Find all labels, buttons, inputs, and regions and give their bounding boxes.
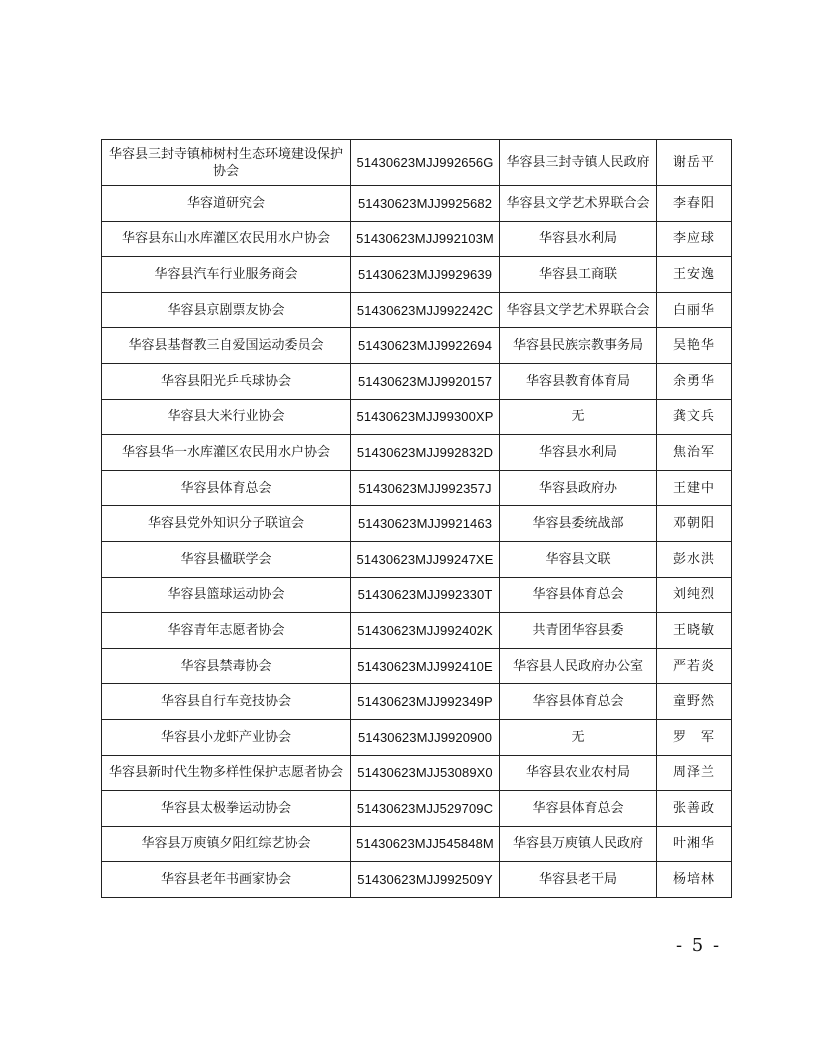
- credit-code-cell: 51430623MJJ992349P: [351, 684, 500, 720]
- organization-name-cell: 华容县万庾镇夕阳红综艺协会: [102, 826, 351, 862]
- credit-code-cell: 51430623MJJ545848M: [351, 826, 500, 862]
- organization-name-cell: 华容县禁毒协会: [102, 648, 351, 684]
- credit-code-cell: 51430623MJJ99247XE: [351, 541, 500, 577]
- legal-representative-cell: 张善政: [657, 791, 732, 827]
- organization-name-cell: 华容县三封寺镇柿树村生态环境建设保护协会: [102, 140, 351, 186]
- legal-representative-cell: 王建中: [657, 470, 732, 506]
- supervising-unit-cell: 华容县老干局: [500, 862, 657, 898]
- supervising-unit-cell: 华容县三封寺镇人民政府: [500, 140, 657, 186]
- supervising-unit-cell: 华容县体育总会: [500, 577, 657, 613]
- credit-code-cell: 51430623MJJ992330T: [351, 577, 500, 613]
- credit-code-cell: 51430623MJJ992103M: [351, 221, 500, 257]
- table-row: [102, 684, 732, 720]
- supervising-unit-cell: 华容县文学艺术界联合会: [500, 292, 657, 328]
- credit-code-cell: 51430623MJJ992357J: [351, 470, 500, 506]
- legal-representative-cell: 李春阳: [657, 186, 732, 222]
- legal-representative-cell: 李应球: [657, 221, 732, 257]
- organization-name-cell: 华容县汽车行业服务商会: [102, 257, 351, 293]
- organization-name-cell: 华容县太极拳运动协会: [102, 791, 351, 827]
- supervising-unit-cell: 华容县水利局: [500, 435, 657, 471]
- table-row: [102, 399, 732, 435]
- table-row: [102, 328, 732, 364]
- credit-code-cell: 51430623MJJ53089X0: [351, 755, 500, 791]
- legal-representative-cell: 龚文兵: [657, 399, 732, 435]
- organization-name-cell: 华容县老年书画家协会: [102, 862, 351, 898]
- legal-representative-cell: 王晓敏: [657, 613, 732, 649]
- supervising-unit-cell: 华容县民族宗教事务局: [500, 328, 657, 364]
- table-row: [102, 257, 732, 293]
- legal-representative-cell: 周泽兰: [657, 755, 732, 791]
- organization-name-cell: 华容县基督教三自爱国运动委员会: [102, 328, 351, 364]
- credit-code-cell: 51430623MJJ9921463: [351, 506, 500, 542]
- supervising-unit-cell: 华容县教育体育局: [500, 363, 657, 399]
- credit-code-cell: 51430623MJJ9922694: [351, 328, 500, 364]
- legal-representative-cell: 杨培林: [657, 862, 732, 898]
- table-row: [102, 826, 732, 862]
- table-row: [102, 506, 732, 542]
- supervising-unit-cell: 华容县农业农村局: [500, 755, 657, 791]
- legal-representative-cell: 吴艳华: [657, 328, 732, 364]
- supervising-unit-cell: 华容县政府办: [500, 470, 657, 506]
- table-row: [102, 577, 732, 613]
- legal-representative-cell: 谢岳平: [657, 140, 732, 186]
- table-row: [102, 755, 732, 791]
- credit-code-cell: 51430623MJJ9929639: [351, 257, 500, 293]
- supervising-unit-cell: 华容县水利局: [500, 221, 657, 257]
- organization-name-cell: 华容县阳光乒乓球协会: [102, 363, 351, 399]
- legal-representative-cell: 余勇华: [657, 363, 732, 399]
- supervising-unit-cell: 华容县文学艺术界联合会: [500, 186, 657, 222]
- table-row: [102, 292, 732, 328]
- table-row: [102, 470, 732, 506]
- supervising-unit-cell: 华容县体育总会: [500, 791, 657, 827]
- supervising-unit-cell: 华容县人民政府办公室: [500, 648, 657, 684]
- organization-name-cell: 华容县篮球运动协会: [102, 577, 351, 613]
- organization-name-cell: 华容青年志愿者协会: [102, 613, 351, 649]
- organization-name-cell: 华容县体育总会: [102, 470, 351, 506]
- page-number: - 5 -: [676, 935, 722, 956]
- credit-code-cell: 51430623MJJ99300XP: [351, 399, 500, 435]
- table-row: [102, 613, 732, 649]
- table-row: [102, 791, 732, 827]
- legal-representative-cell: 王安逸: [657, 257, 732, 293]
- credit-code-cell: 51430623MJJ992656G: [351, 140, 500, 186]
- legal-representative-cell: 邓朝阳: [657, 506, 732, 542]
- organization-name-cell: 华容县京剧票友协会: [102, 292, 351, 328]
- table-row: [102, 435, 732, 471]
- legal-representative-cell: 刘纯烈: [657, 577, 732, 613]
- credit-code-cell: 51430623MJJ992402K: [351, 613, 500, 649]
- organization-table-body: [102, 140, 732, 898]
- credit-code-cell: 51430623MJJ992242C: [351, 292, 500, 328]
- credit-code-cell: 51430623MJJ9925682: [351, 186, 500, 222]
- legal-representative-cell: 罗 军: [657, 719, 732, 755]
- organization-name-cell: 华容县楹联学会: [102, 541, 351, 577]
- organization-table: [101, 139, 732, 898]
- legal-representative-cell: 焦治军: [657, 435, 732, 471]
- legal-representative-cell: 彭水洪: [657, 541, 732, 577]
- table-row: [102, 186, 732, 222]
- table-row: [102, 648, 732, 684]
- table-row: [102, 221, 732, 257]
- organization-name-cell: 华容县小龙虾产业协会: [102, 719, 351, 755]
- organization-name-cell: 华容县大米行业协会: [102, 399, 351, 435]
- table-row: [102, 363, 732, 399]
- supervising-unit-cell: 华容县工商联: [500, 257, 657, 293]
- organization-name-cell: 华容县华一水库灌区农民用水户协会: [102, 435, 351, 471]
- table-row: [102, 719, 732, 755]
- organization-name-cell: 华容县东山水库灌区农民用水户协会: [102, 221, 351, 257]
- supervising-unit-cell: 华容县万庾镇人民政府: [500, 826, 657, 862]
- credit-code-cell: 51430623MJJ992410E: [351, 648, 500, 684]
- supervising-unit-cell: 华容县文联: [500, 541, 657, 577]
- credit-code-cell: 51430623MJJ9920157: [351, 363, 500, 399]
- supervising-unit-cell: 无: [500, 719, 657, 755]
- legal-representative-cell: 叶湘华: [657, 826, 732, 862]
- organization-name-cell: 华容县自行车竞技协会: [102, 684, 351, 720]
- credit-code-cell: 51430623MJJ992832D: [351, 435, 500, 471]
- credit-code-cell: 51430623MJJ992509Y: [351, 862, 500, 898]
- organization-name-cell: 华容县新时代生物多样性保护志愿者协会: [102, 755, 351, 791]
- legal-representative-cell: 童野然: [657, 684, 732, 720]
- legal-representative-cell: 严若炎: [657, 648, 732, 684]
- organization-name-cell: 华容道研究会: [102, 186, 351, 222]
- supervising-unit-cell: 共青团华容县委: [500, 613, 657, 649]
- supervising-unit-cell: 华容县委统战部: [500, 506, 657, 542]
- supervising-unit-cell: 华容县体育总会: [500, 684, 657, 720]
- table-row: [102, 862, 732, 898]
- table-row: [102, 140, 732, 186]
- credit-code-cell: 51430623MJJ9920900: [351, 719, 500, 755]
- legal-representative-cell: 白丽华: [657, 292, 732, 328]
- supervising-unit-cell: 无: [500, 399, 657, 435]
- credit-code-cell: 51430623MJJ529709C: [351, 791, 500, 827]
- organization-name-cell: 华容县党外知识分子联谊会: [102, 506, 351, 542]
- table-row: [102, 541, 732, 577]
